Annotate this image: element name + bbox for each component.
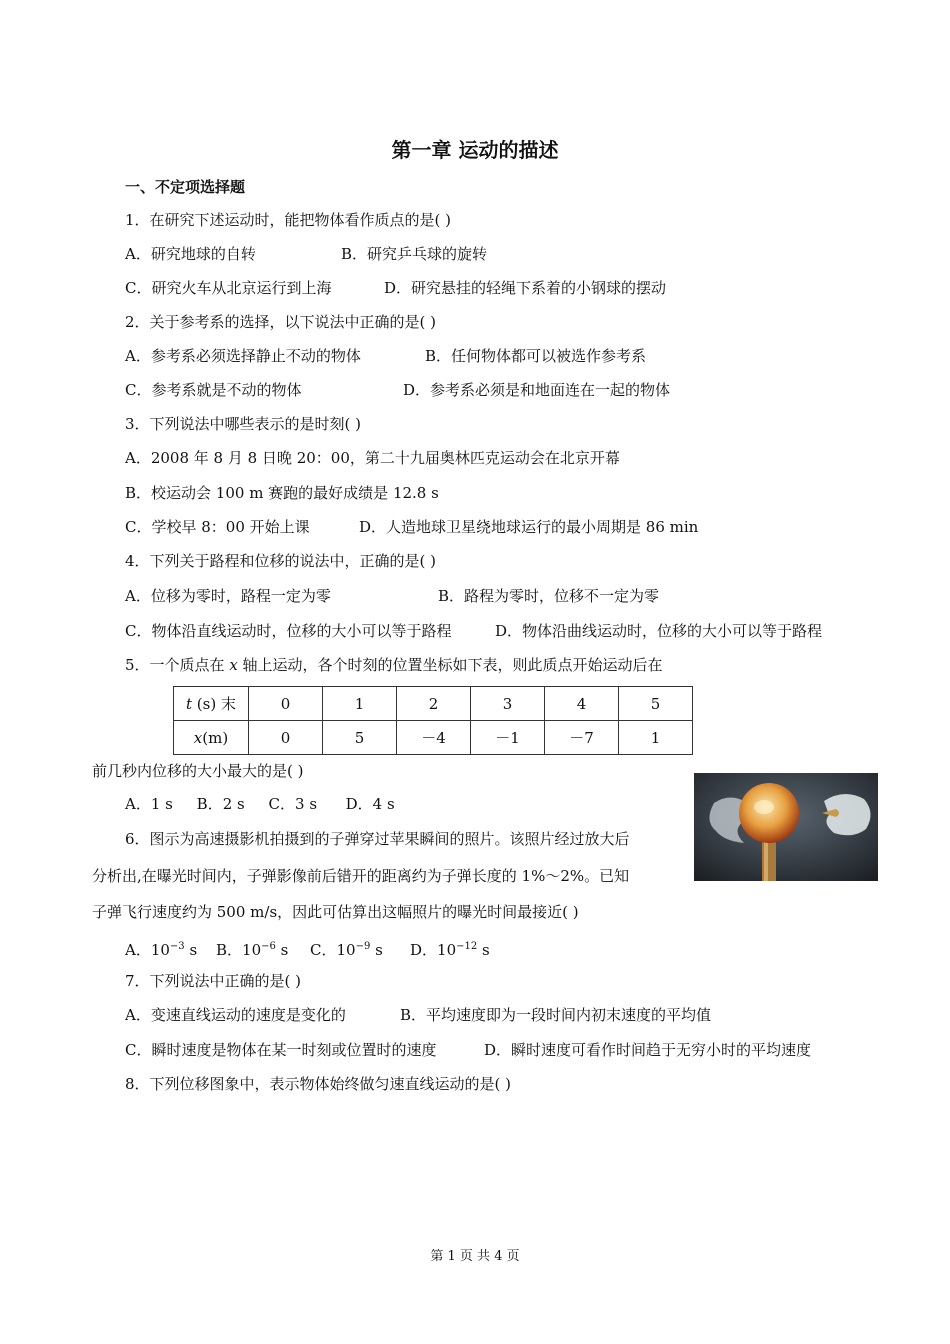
table-row [174,721,693,755]
q6-option-a: A．$10^{-3}$ s [125,941,198,959]
q1-option-c: C．研究火车从北京运行到上海 [125,279,332,297]
table-cell: 5 [619,687,693,721]
table-cell: 0 [249,687,323,721]
q8-stem: 8．下列位移图象中，表示物体始终做匀速直线运动的是( ) [125,1075,512,1093]
section-heading: 一、不定项选择题 [125,178,246,196]
q6-line3: 子弹飞行速度约为 500 m/s，因此可估算出这幅照片的曝光时间最接近( ) [92,903,579,921]
q1-option-d: D．研究悬挂的轻绳下系着的小钢球的摆动 [384,279,667,297]
table-cell: 0 [249,721,323,755]
q6-option-c: C．$10^{-9}$ s [310,941,383,959]
table-cell: 5 [323,721,397,755]
q5-options: A．1 s B．2 s C．3 s D．4 s [125,795,395,813]
q4-option-a: A．位移为零时，路程一定为零 [125,587,331,605]
table-cell: 4 [545,687,619,721]
q3-option-b: B．校运动会 100 m 赛跑的最好成绩是 12.8 s [125,484,439,502]
q7-option-d: D．瞬时速度可看作时间趋于无穷小时的平均速度 [484,1041,812,1059]
q4-option-c: C．物体沿直线运动时，位移的大小可以等于路程 [125,622,452,640]
q4-stem: 4．下列关于路程和位移的说法中，正确的是( ) [125,552,437,570]
q6-option-b: B．$10^{-6}$ s [216,941,289,959]
q7-option-c: C．瞬时速度是物体在某一时刻或位置时的速度 [125,1041,437,1059]
table-cell: 3 [471,687,545,721]
position-table [173,686,693,755]
table-cell: 1 [619,721,693,755]
table-cell: －4 [397,721,471,755]
q7-option-b: B．平均速度即为一段时间内初末速度的平均值 [400,1006,712,1024]
q3-option-d: D．人造地球卫星绕地球运行的最小周期是 86 min [359,518,699,536]
q2-option-d: D．参考系必须是和地面连在一起的物体 [403,381,671,399]
q4-option-b: B．路程为零时，位移不一定为零 [438,587,660,605]
q1-option-b: B．研究乒乓球的旋转 [341,245,488,263]
q5-stem-continued: 前几秒内位移的大小最大的是( ) [92,762,304,780]
q4-option-d: D．物体沿曲线运动时，位移的大小可以等于路程 [495,622,823,640]
table-cell: －7 [545,721,619,755]
q3-option-a: A．2008 年 8 月 8 日晚 20：00，第二十九届奥林匹克运动会在北京开幕 [125,449,620,467]
q1-option-a: A．研究地球的自转 [125,245,256,263]
page-footer: 第 1 页 共 4 页 [430,1249,520,1264]
table-row [174,687,693,721]
q5-stem-var: x [229,656,238,674]
table-cell: 2 [397,687,471,721]
q5-stem [125,655,663,675]
q5-stem-post: 轴上运动，各个时刻的位置坐标如下表，则此质点开始运动后在 [237,656,663,674]
q6-line2: 分析出,在曝光时间内，子弹影像前后错开的距离约为子弹长度的 1%～2%。已知 [92,867,630,885]
table-cell: 1 [323,687,397,721]
q2-option-a: A．参考系必须选择静止不动的物体 [125,347,361,365]
q6-option-d: D．$10^{-12}$ s [410,941,490,959]
q3-option-c: C．学校早 8：00 开始上课 [125,518,310,536]
table-cell: －1 [471,721,545,755]
bullet-apple-photo [694,773,878,881]
q2-option-c: C．参考系就是不动的物体 [125,381,302,399]
q6-line1: 6．图示为高速摄影机拍摄到的子弹穿过苹果瞬间的照片。该照片经过放大后 [125,830,630,848]
table-header-t: t (s) 末 [174,687,249,721]
table-header-x: x(m) [174,721,249,755]
q2-stem: 2．关于参考系的选择，以下说法中正确的是( ) [125,313,437,331]
q7-option-a: A．变速直线运动的速度是变化的 [125,1006,346,1024]
page-title: 第一章 运动的描述 [391,138,559,162]
q7-stem: 7．下列说法中正确的是( ) [125,972,302,990]
q5-stem-pre: 5．一个质点在 [125,656,230,674]
q3-stem: 3．下列说法中哪些表示的是时刻( ) [125,415,362,433]
q1-stem: 1．在研究下述运动时，能把物体看作质点的是( ) [125,211,452,229]
q2-option-b: B．任何物体都可以被选作参考系 [425,347,647,365]
